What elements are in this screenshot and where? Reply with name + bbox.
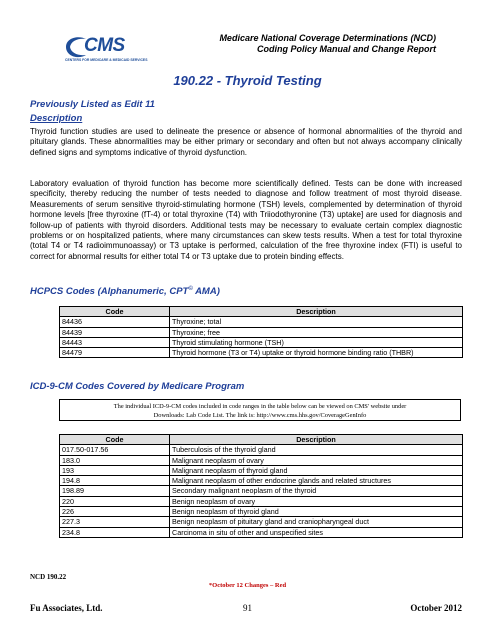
icd-code-cell: 227.3 (60, 517, 170, 527)
description-heading: Description (30, 113, 83, 124)
table-row (60, 455, 463, 465)
icd-code-cell: 017.50-017.56 (60, 445, 170, 455)
icd-code-cell: 234.8 (60, 527, 170, 537)
icd-code-cell: 220 (60, 496, 170, 506)
icd-desc-cell: Benign neoplasm of ovary (170, 496, 463, 506)
table-row (60, 445, 463, 455)
icd-desc-cell: Malignant neoplasm of ovary (170, 455, 463, 465)
icd-desc-cell: Benign neoplasm of pituitary gland and craniopharyngeal duct (170, 517, 463, 527)
table-row (60, 527, 463, 537)
icd-note-line-2: Downloads: Lab Code List. The link is: http://www.cms.hhs.gov/CoverageGenInfo (153, 412, 367, 419)
footer-date: October 2012 (410, 603, 462, 613)
previously-listed-heading: Previously Listed as Edit 11 (30, 99, 155, 110)
hcpcs-code-cell: 84443 (60, 337, 170, 347)
page-title: 190.22 - Thyroid Testing (173, 73, 322, 88)
table-row (60, 496, 463, 506)
icd-code-cell: 193 (60, 465, 170, 475)
table-row (60, 327, 463, 337)
icd-code-cell: 183.0 (60, 455, 170, 465)
ncd-label: NCD 190.22 (30, 573, 67, 581)
icd-table (59, 434, 463, 538)
hcpcs-code-cell: 84436 (60, 317, 170, 327)
description-paragraph-1: Thyroid function studies are used to delineate the presence or absence of hormonal abnormalities of the thyroid and pituitary glands. These abnormalities may be either primary or secondary and often but not always accompany clinically defined signs and symptoms indicative of thyroid dysfunction. (30, 127, 462, 157)
icd-code-cell: 194.8 (60, 476, 170, 486)
icd-col-code: Code (60, 435, 170, 445)
hcpcs-code-cell: 84479 (60, 348, 170, 358)
table-row (60, 476, 463, 486)
hcpcs-heading (30, 286, 220, 297)
hcpcs-desc-cell: Thyroxine; total (170, 317, 463, 327)
hcpcs-col-code: Code (60, 307, 170, 317)
icd-code-cell: 198.89 (60, 486, 170, 496)
hcpcs-desc-cell: Thyroxine; free (170, 327, 463, 337)
table-row (60, 486, 463, 496)
icd-desc-cell: Benign neoplasm of thyroid gland (170, 507, 463, 517)
description-paragraph-2: Laboratory evaluation of thyroid function has become more scientifically defined. Tests can be done with increased specificity, thereby reducing the number of tests needed to diagnose and follow treatment of most thyroid disease. Measurements of serum sensitive thyroid-stimulating hormone (TSH) levels, complemented by determination of thyroid hormone levels [free thyroxine (fT-4) or total thyroxine (T4) with Triiodothyronine (T3) uptake] are used for diagnosis and follow-up of patients with thyroid disorders. Additional tests may be necessary to evaluate certain complex diagnostic problems or on hospitalized patients, where many circumstances can skew tests results. When a test for total thyroxine (total T4 or T4 radioimmunoassay) or T3 uptake is performed, calculation of the free thyroxine index (FTI) is useful to correct for abnormal results for either total T4 or T3 uptake due to protein binding effects. (30, 179, 462, 261)
table-header-row (60, 307, 463, 317)
icd-desc-cell: Secondary malignant neoplasm of the thyroid (170, 486, 463, 496)
table-row (60, 317, 463, 327)
hcpcs-desc-cell: Thyroid hormone (T3 or T4) uptake or thyroid hormone binding ratio (THBR) (170, 348, 463, 358)
table-row (60, 507, 463, 517)
running-header (219, 33, 436, 55)
hcpcs-table (59, 306, 463, 358)
logo-text: CMS (84, 35, 125, 56)
icd-note-line-1: The individual ICD-9-CM codes included in code ranges in the table below can be viewed on CMS' website under (113, 403, 407, 410)
hcpcs-col-description: Description (170, 307, 463, 317)
table-header-row (60, 435, 463, 445)
icd-desc-cell: Malignant neoplasm of thyroid gland (170, 465, 463, 475)
icd-desc-cell: Carcinoma in situ of other and unspecified sites (170, 527, 463, 537)
logo-subtitle: CENTERS FOR MEDICARE & MEDICAID SERVICES (65, 58, 148, 62)
icd-desc-cell: Malignant neoplasm of other endocrine glands and related structures (170, 476, 463, 486)
hcpcs-heading-text: HCPCS Codes (Alphanumeric, CPT (30, 286, 189, 298)
hcpcs-desc-cell: Thyroid stimulating hormone (TSH) (170, 337, 463, 347)
table-row (60, 465, 463, 475)
footer-company: Fu Associates, Ltd. (30, 603, 103, 613)
icd-code-cell: 226 (60, 507, 170, 517)
table-row (60, 337, 463, 347)
icd-col-description: Description (170, 435, 463, 445)
table-row (60, 348, 463, 358)
page-number: 91 (243, 603, 252, 613)
icd-note-box (59, 399, 461, 421)
icd-desc-cell: Tuberculosis of the thyroid gland (170, 445, 463, 455)
header-line-1: Medicare National Coverage Determinations (NCD) (219, 33, 436, 43)
icd-heading: ICD-9-CM Codes Covered by Medicare Program (30, 381, 245, 392)
table-row (60, 517, 463, 527)
hcpcs-heading-tail: AMA) (192, 286, 220, 298)
hcpcs-code-cell: 84439 (60, 327, 170, 337)
changes-note: *October 12 Changes – Red (208, 582, 287, 589)
hcpcs-heading-copyright: © (188, 286, 193, 292)
cms-logo (62, 33, 146, 65)
header-line-2: Coding Policy Manual and Change Report (256, 44, 436, 54)
